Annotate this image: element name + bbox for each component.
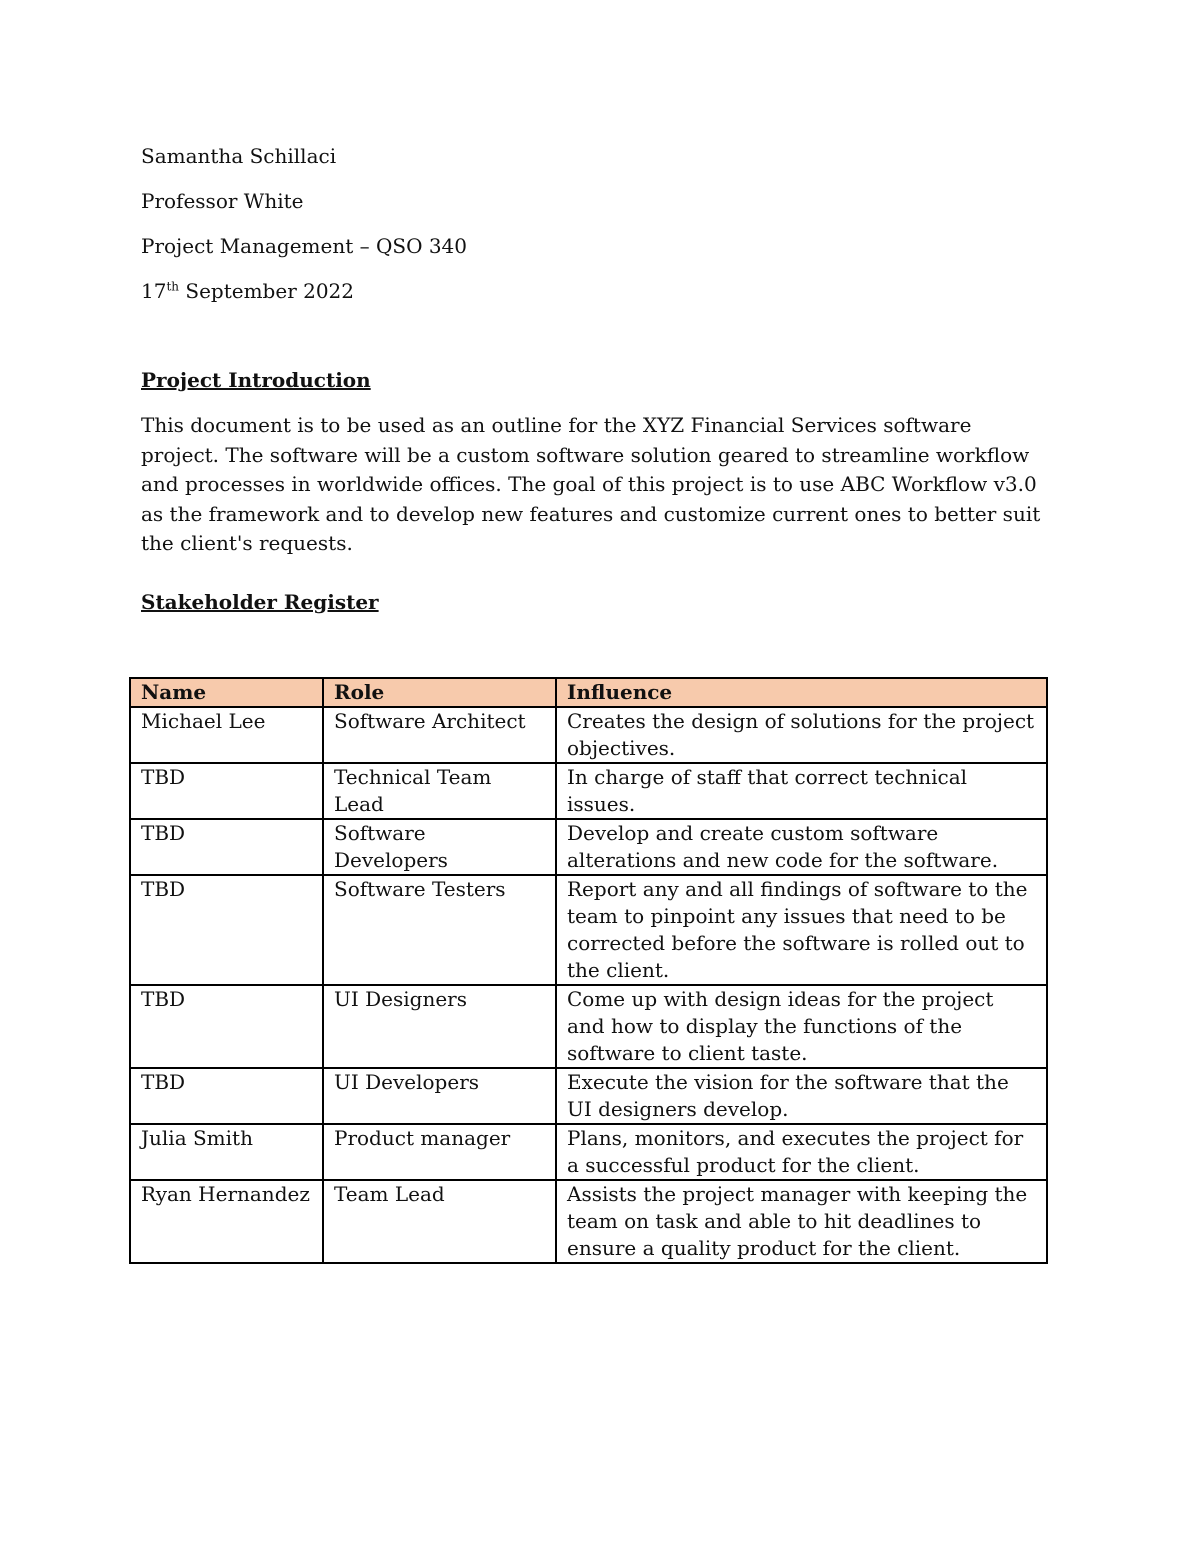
table-row	[130, 707, 1047, 763]
column-header-influence: Influence	[556, 678, 1047, 707]
cell-role: Technical Team Lead	[323, 763, 556, 819]
date-day: 17	[141, 279, 167, 303]
cell-name: TBD	[130, 875, 323, 985]
cell-role: Product manager	[323, 1124, 556, 1180]
cell-name: TBD	[130, 763, 323, 819]
document-date	[141, 277, 1061, 305]
cell-name: Julia Smith	[130, 1124, 323, 1180]
date-rest: September 2022	[179, 279, 355, 303]
cell-role: UI Developers	[323, 1068, 556, 1124]
stakeholder-heading: Stakeholder Register	[141, 590, 379, 614]
cell-influence: Execute the vision for the software that the UI designers develop.	[556, 1068, 1047, 1124]
cell-name: TBD	[130, 819, 323, 875]
cell-influence: Creates the design of solutions for the project objectives.	[556, 707, 1047, 763]
cell-role: Software Developers	[323, 819, 556, 875]
intro-heading: Project Introduction	[141, 368, 371, 392]
table-row	[130, 1180, 1047, 1263]
cell-role: UI Designers	[323, 985, 556, 1068]
table-row	[130, 1068, 1047, 1124]
cell-name: TBD	[130, 1068, 323, 1124]
column-header-name: Name	[130, 678, 323, 707]
cell-influence: Develop and create custom software alterations and new code for the software.	[556, 819, 1047, 875]
table-row	[130, 1124, 1047, 1180]
cell-role: Team Lead	[323, 1180, 556, 1263]
professor-name: Professor White	[141, 189, 304, 213]
cell-influence: Report any and all findings of software to the team to pinpoint any issues that need to be corrected before the software is rolled out to the client.	[556, 875, 1047, 985]
cell-name: Michael Lee	[130, 707, 323, 763]
cell-name: TBD	[130, 985, 323, 1068]
date-suffix: th	[166, 279, 180, 294]
cell-influence: Plans, monitors, and executes the project for a successful product for the client.	[556, 1124, 1047, 1180]
cell-name: Ryan Hernandez	[130, 1180, 323, 1263]
table-header-row	[130, 678, 1047, 707]
cell-role: Software Architect	[323, 707, 556, 763]
cell-influence: Assists the project manager with keeping the team on task and able to hit deadlines to ensure a quality product for the client.	[556, 1180, 1047, 1263]
author-name: Samantha Schillaci	[141, 144, 337, 168]
intro-paragraph: This document is to be used as an outline for the XYZ Financial Services software project. The software will be a custom software solution geared to streamline workflow and processes in worldwide offices. The goal of this project is to use ABC Workflow v3.0 as the framework and to develop new features and customize current ones to better suit the client's requests.	[141, 413, 1041, 555]
stakeholder-table	[129, 677, 1048, 1264]
table-row	[130, 763, 1047, 819]
cell-role: Software Testers	[323, 875, 556, 985]
course-name: Project Management – QSO 340	[141, 234, 467, 258]
cell-influence: In charge of staff that correct technical issues.	[556, 763, 1047, 819]
cell-influence: Come up with design ideas for the project and how to display the functions of the software to client taste.	[556, 985, 1047, 1068]
document-header	[141, 142, 1061, 322]
table-row	[130, 875, 1047, 985]
column-header-role: Role	[323, 678, 556, 707]
table-row	[130, 985, 1047, 1068]
table-row	[130, 819, 1047, 875]
